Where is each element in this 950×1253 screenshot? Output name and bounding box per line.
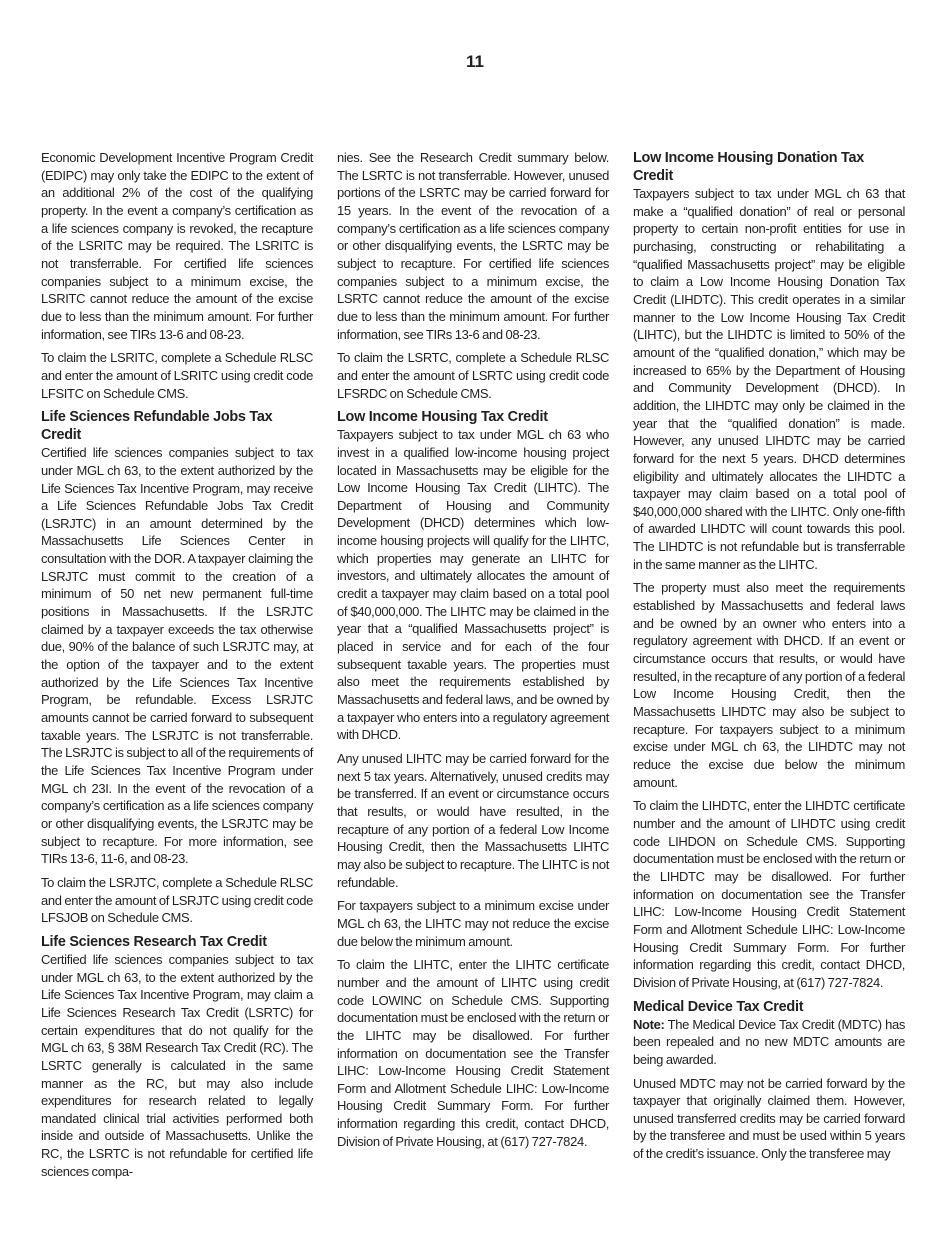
paragraph-jobs-credit: Certified life sciences companies subject to tax under MGL ch 63, to the extent authorized by the Life Sciences Tax Incentive Program, may receive a Life Sciences Refundable Jobs Tax Credit (LSRJTC) in an amount determined by the Massachusetts Life Sciences Center in consultation with the DOR. A taxpayer claiming the LSRJTC must commit to the creation of a minimum of 50 net new permanent full-time positions in Massachusetts. If the LSRJTC claimed by a taxpayer exceeds the tax otherwise due, 90% of the balance of such LSRJTC may, at the option of the taxpayer and to the extent authorized by the Life Sciences Tax Incentive Program, be refundable. Excess LSRJTC amounts cannot be carried forward to subsequent taxable years. The LSRJTC is not transferrable. The LSRJTC is subject to all of the requirements of the Life Sciences Tax Incentive Program under MGL ch 23I. In the event of the revocation of a company’s certification as a life sciences company or other disqualifying events, the LSRJTC may be subject to recapture. For more information, see TIRs 13-6, 11-6, and 08-23. bbox=[41, 445, 313, 867]
heading-research-credit: Life Sciences Research Tax Credit bbox=[41, 933, 267, 950]
heading-refundable-jobs-credit: Life Sciences Refundable Jobs Tax Credit bbox=[41, 409, 273, 444]
paragraph-claim-lsritc: To claim the LSRITC, complete a Schedule RLSC and enter the amount of LSRITC using credit code LFSITC on Schedule CMS. bbox=[41, 350, 313, 401]
column-right bbox=[633, 149, 905, 1169]
paragraph-claim-lsrtc: To claim the LSRTC, complete a Schedule RLSC and enter the amount of LSRTC using credit code LFSRDC on Schedule CMS. bbox=[337, 350, 609, 401]
paragraph-claim-lsrjtc: To claim the LSRJTC, complete a Schedule RLSC and enter the amount of LSRJTC using credit code LFSJOB on Schedule CMS. bbox=[41, 874, 313, 926]
paragraph-edipc: Economic Development Incentive Program Credit (EDIPC) may only take the EDIPC to the extent of an additional 2% of the cost of the qualifying property. In the event a company’s certification as a life sciences company is revoked, the recapture of the LSRITC may be required. The LSRITC is not transferrable. For certified life sciences companies subject to a minimum excise, the LSRITC cannot reduce the amount of the excise due to less than the minimum amount. For further information, see TIRs 13-6 and 08-23. bbox=[41, 150, 313, 342]
paragraph-lihdtc: Taxpayers subject to tax under MGL ch 63 that make a “qualified donation” of real or personal property to certain non-profit entities for use in purchasing, constructing or rehabilitating a “qualified Massachusetts project” may be eligible to claim a Low Income Housing Donation Tax Credit (LIHDTC). This credit operates in a similar manner to the Low Income Housing Tax Credit (LIHTC), but the LIHDTC is limited to 50% of the amount of the “qualified donation,” which may be increased to 65% by the Department of Housing and Community Development (DHCD). In addition, the LIHDTC may only be claimed in the year that the “qualified donation” is made. However, any unused LIHDTC may be carried forward for the next 5 years. DHCD determines eligibility and ultimately allocates the LIHDTC a taxpayer may claim based on a total pool of $40,000,000 shared with the LIHTC. Only one-fifth of awarded LIHDTC will count towards this pool. The LIHDTC is not refundable but is transferrable in the same manner as the LIHTC. bbox=[633, 186, 905, 572]
paragraph-claim-lihtc: To claim the LIHTC, enter the LIHTC certificate number and the amount of LIHTC using credit code LOWINC on Schedule CMS. Supporting documentation must be enclosed with the return or the LIHTC may be disallowed. For further information on documentation see the Transfer LIHC: Low-Income Housing Credit Statement Form and Allotment Schedule LIHC: Low-Income Housing Credit Summary Form. For further information regarding this credit, contact DHCD, Division of Private Housing, at (617) 727-7824. bbox=[337, 957, 609, 1149]
paragraph-research-cont: nies. See the Research Credit summary below. The LSRTC is not transferrable. However, unused portions of the LSRTC may be carried forward for 15 years. In the event of the revocation of a company’s certification as a life sciences company or other disqualifying events, the LSRTC may be subject to recapture. For certified life sciences companies subject to a minimum excise, the LSRTC cannot reduce the amount of the excise due to less than the minimum amount. For further information, see TIRs 13-6 and 08-23. bbox=[337, 150, 609, 342]
page-number: 11 bbox=[466, 52, 484, 71]
paragraph-lihtc-unused: Any unused LIHTC may be carried forward for the next 5 tax years. Alternatively, unused credits may be transferred. If an event or circumstance occurs that results, or would have resulted, in the recapture of any portion of a federal Low Income Housing Credit, then the Massachusetts LIHTC may also be subject to recapture. The LIHTC is not refundable. bbox=[337, 751, 609, 890]
column-middle bbox=[337, 149, 609, 1156]
note-text: The Medical Device Tax Credit (MDTC) has been repealed and no new MDTC amounts are being awarded. bbox=[633, 1016, 905, 1067]
heading-lihdtc: Low Income Housing Donation Tax Credit bbox=[633, 150, 865, 184]
heading-lihtc: Low Income Housing Tax Credit bbox=[337, 409, 548, 426]
paragraph-mdtc-note bbox=[633, 1016, 905, 1069]
paragraph-research-credit: Certified life sciences companies subject to tax under MGL ch 63, to the extent authorized by the Life Sciences Tax Incentive Program, may claim a Life Sciences Research Tax Credit (LSRTC) for certain expenditures that do not qualify for the MGL ch 63, § 38M Research Tax Credit (RC). The LSRTC generally is calculated in the same manner as the RC, but may also include expenditures for research related to legally mandated clinical trial activities performed both inside and outside of Massachusetts. Unlike the RC, the LSRTC is not refundable for certified life sciences compa- bbox=[41, 951, 313, 1179]
column-left bbox=[41, 149, 313, 1186]
paragraph-claim-lihdtc: To claim the LIHDTC, enter the LIHDTC certificate number and the amount of LIHDTC using credit code LIHDON on Schedule CMS. Supporting documentation must be enclosed with the return or the LIHDTC may be disallowed. For further information on documentation see the Transfer LIHC: Low-Income Housing Credit Statement Form and Allotment Schedule LIHC: Low-Income Housing Credit Summary Form. For further information regarding this credit, contact DHCD, Division of Private Housing, at (617) 727-7824. bbox=[633, 798, 905, 990]
heading-mdtc: Medical Device Tax Credit bbox=[633, 998, 804, 1015]
paragraph-lihdtc-property: The property must also meet the requirements established by Massachusetts and federal laws and be owned by an owner who enters into a regulatory agreement with DHCD. If an event or circumstance occurs that results, or would have resulted, in the recapture of any portion of a federal Low Income Housing Credit, then the Massachusetts LIHDTC may also be subject to recapture. For taxpayers subject to a minimum excise under MGL ch 63, the LIHDTC may not reduce the excise due below the minimum amount. bbox=[633, 580, 905, 790]
paragraph-lihtc: Taxpayers subject to tax under MGL ch 63 who invest in a qualified low-income housing project located in Massachusetts may be eligible for the Low Income Housing Tax Credit (LIHTC). The Department of Housing and Community Development (DHCD) determines which low-income housing projects will qualify for the LIHTC, which properties may generate an LIHTC for investors, and ultimately allocates the amount of credit a taxpayer may claim based on a total pool of $40,000,000. The LIHTC may be claimed in the year that a “qualified Massachusetts project” is placed in service and for each of the four subsequent taxable years. The properties must also meet the requirements established by Massachusetts and federal laws, and be owned by a taxpayer who enters into a regulatory agreement with DHCD. bbox=[337, 427, 609, 743]
note-label: Note: bbox=[633, 1016, 665, 1032]
paragraph-mdtc-unused: Unused MDTC may not be carried forward by the taxpayer that originally claimed them. However, unused transferred credits may be carried forward by the transferee and must be used within 5 years of the credit’s issuance. Only the transferee may bbox=[633, 1075, 905, 1162]
paragraph-lihtc-min-excise: For taxpayers subject to a minimum excise under MGL ch 63, the LIHTC may not reduce the excise due below the minimum amount. bbox=[337, 898, 609, 949]
